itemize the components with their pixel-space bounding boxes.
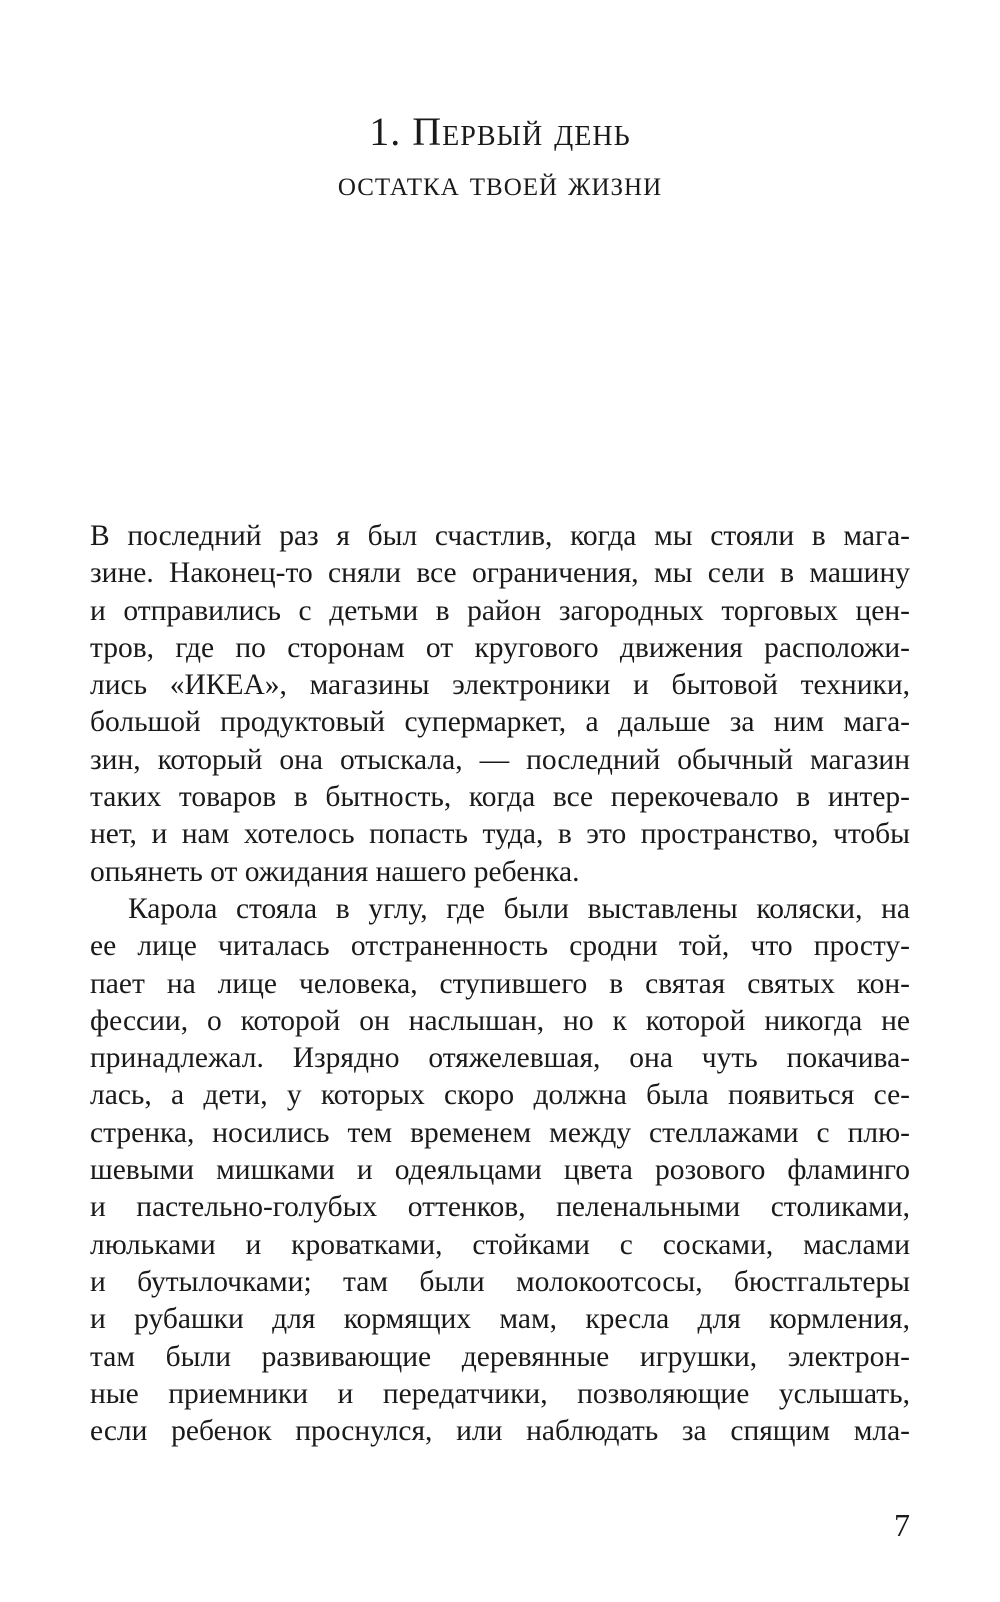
text-line: фессии, о которой он наслышан, но к которой никогда не <box>90 1004 910 1037</box>
text-line: ные приемники и передатчики, позволяющие услышать, <box>90 1377 910 1410</box>
text-line: зине. Наконец-то сняли все ограничения, мы сели в машину <box>90 557 910 590</box>
text-line: и рубашки для кормящих мам, кресла для кормления, <box>90 1303 910 1336</box>
body-text <box>90 518 910 1450</box>
chapter-title <box>0 108 1000 205</box>
text-line: лась, а дети, у которых скоро должна была появиться се- <box>90 1079 910 1112</box>
text-line: лись «ИКЕА», магазины электроники и бытовой техники, <box>90 669 910 702</box>
text-line: большой продуктовый супермаркет, а дальше за ним мага- <box>90 706 910 739</box>
text-line: зин, который она отыскала, — последний обычный магазин <box>90 743 910 776</box>
text-line: нет, и нам хотелось попасть туда, в это пространство, чтобы <box>90 818 910 851</box>
text-line: и отправились с детьми в район загородных торговых цен- <box>90 594 910 627</box>
text-line: стренка, носились тем временем между стеллажами с плю- <box>90 1116 910 1149</box>
text-line: если ребенок проснулся, или наблюдать за спящим мла- <box>90 1415 910 1448</box>
chapter-title-line-2: остатка твоей жизни <box>337 163 663 203</box>
text-line: и бутылочками; там были молокоотсосы, бюстгальтеры <box>90 1265 910 1298</box>
text-line: принадлежал. Изрядно отяжелевшая, она чуть покачива- <box>90 1042 910 1075</box>
text-line: пает на лице человека, ступившего в святая святых кон- <box>90 967 910 1000</box>
chapter-title-line-1: 1. Первый день <box>369 109 631 154</box>
text-line: люльками и кроватками, стойками с сосками, маслами <box>90 1228 910 1261</box>
text-line: таких товаров в бытность, когда все перекочевало в интер- <box>90 781 910 814</box>
text-line: Карола стояла в углу, где были выставлены коляски, на <box>128 892 910 925</box>
text-line: там были развивающие деревянные игрушки, электрон- <box>90 1340 910 1373</box>
text-line: ее лице читалась отстраненность сродни той, что просту- <box>90 930 910 963</box>
text-line: В последний раз я был счастлив, когда мы стояли в мага- <box>90 520 910 552</box>
text-line: шевыми мишками и одеяльцами цвета розового фламинго <box>90 1154 910 1187</box>
page-number: 7 <box>894 1507 910 1543</box>
text-line: тров, где по сторонам от кругового движения расположи- <box>90 631 910 664</box>
text-line: и пастельно-голубых оттенков, пеленальными столиками, <box>90 1191 910 1224</box>
text-line: опьянеть от ожидания нашего ребенка. <box>90 855 580 888</box>
